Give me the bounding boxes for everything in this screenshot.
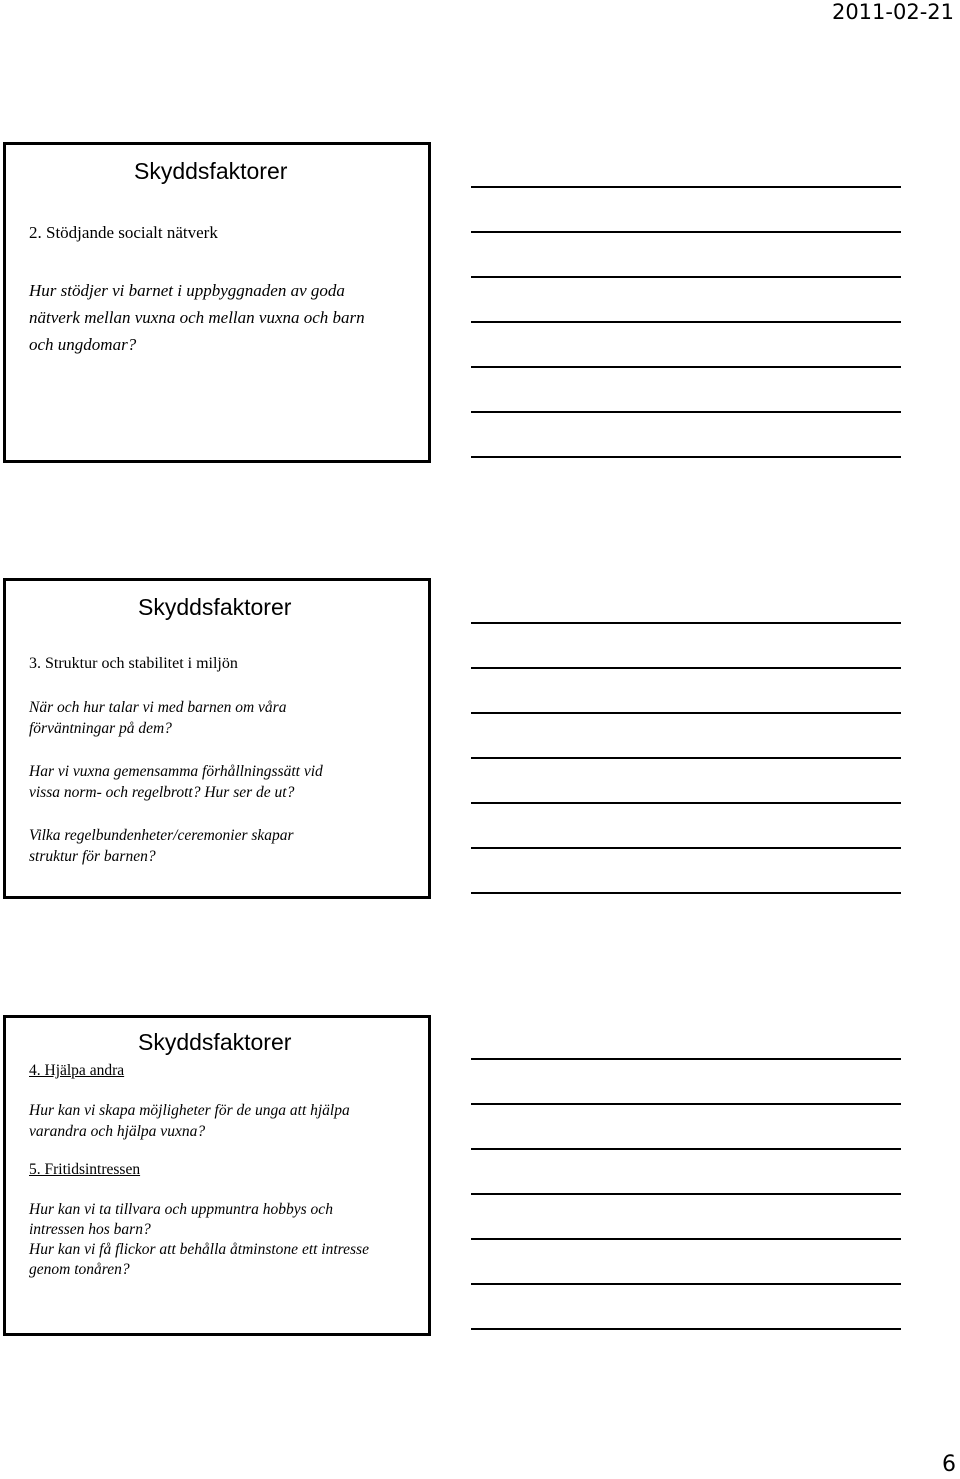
slide-heading: 4. Hjälpa andra [29,1062,125,1079]
question-block [29,277,365,358]
question-block [29,761,323,803]
question-line: Har vi vuxna gemensamma förhållningssätt vid [29,763,323,780]
slide-title: Skyddsfaktorer [138,594,292,620]
question-line: Vilka regelbundenheter/ceremonier skapar [29,827,294,844]
question-line: Hur kan vi ta tillvara och uppmuntra hobbys och [29,1201,333,1218]
question-block [29,1200,369,1280]
question-line: förväntningar på dem? [29,720,172,737]
slide-3 [3,1015,431,1336]
question-line: och ungdomar? [29,335,137,354]
question-line: Hur stödjer vi barnet i uppbyggnaden av goda [29,281,345,300]
question-line: intressen hos barn? [29,1221,151,1238]
slide-heading: 3. Struktur och stabilitet i miljön [29,655,238,672]
question-line: Hur kan vi skapa möjligheter för de unga att hjälpa [29,1102,350,1119]
question-block [29,697,286,739]
question-block [29,825,294,867]
slide-heading-2: 5. Fritidsintressen [29,1161,141,1178]
slide-title: Skyddsfaktorer [134,158,288,184]
slide-1 [3,142,431,463]
question-line: Hur kan vi få flickor att behålla åtminstone ett intresse [29,1241,369,1258]
notes-lines-2 [471,622,901,937]
question-line: vissa norm- och regelbrott? Hur ser de ut? [29,784,295,801]
notes-lines-3 [471,1058,901,1373]
question-line: När och hur talar vi med barnen om våra [29,699,287,716]
slide-2 [3,578,431,899]
question-line: struktur för barnen? [29,848,156,865]
question-line: nätverk mellan vuxna och mellan vuxna och barn [29,308,365,327]
question-line: genom tonåren? [29,1261,130,1278]
question-block [29,1100,350,1142]
page-number: 6 [942,1452,956,1477]
notes-lines-1 [471,186,901,501]
slide-title: Skyddsfaktorer [138,1029,292,1055]
slide-heading: 2. Stödjande socialt nätverk [29,223,218,242]
header-date: 2011-02-21 [831,0,954,24]
question-line: varandra och hjälpa vuxna? [29,1123,206,1140]
